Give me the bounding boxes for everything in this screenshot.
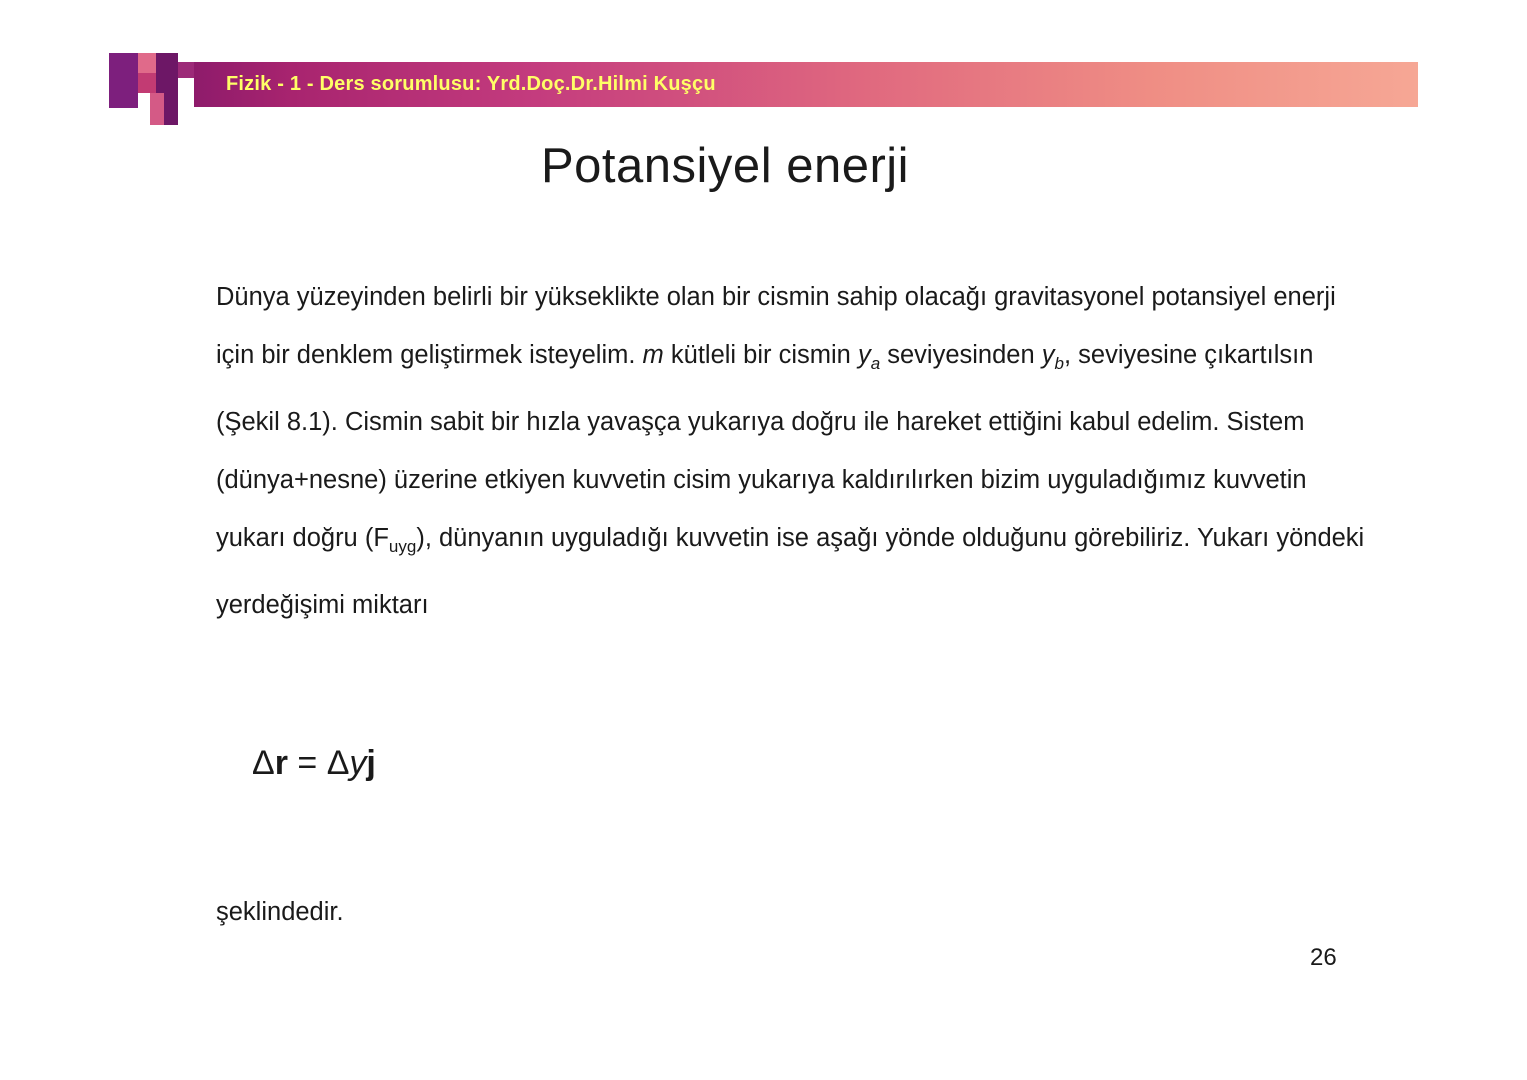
paragraph-segment-1: Dünya yüzeyinden belirli bir yükseklikte olan bir cismin sahip olacağı gravitasyonel potansiyel enerji için bir denklem geliştirmek isteyelim. <box>216 283 1336 369</box>
symbol-y-b: y <box>1041 341 1055 369</box>
formula-delta-1: Δ <box>252 744 275 782</box>
paragraph-segment-2: kütleli bir cismin <box>663 341 858 369</box>
decorative-square-6 <box>178 62 194 78</box>
paragraph-segment-5: ), dünyanın uyguladığı kuvvetin ise aşağı yönde olduğunu görebiliriz. Yukarı yöndeki yerdeğişimi miktarı <box>216 524 1365 620</box>
formula-unit-vector-j: j <box>366 744 376 782</box>
decorative-square-5 <box>150 93 164 125</box>
formula-displacement <box>252 744 376 783</box>
closing-text: şeklindedir. <box>216 898 344 926</box>
decorative-square-3 <box>138 73 156 93</box>
symbol-y-a-subscript: a <box>870 354 881 374</box>
formula-delta-2: Δ <box>326 744 350 782</box>
formula-equals: = <box>287 744 327 782</box>
paragraph-segment-4: , seviyesine çıkartılsın (Şekil 8.1). Cismin sabit bir hızla yavaşça yukarıya doğru ile hareket ettiğini kabul edelim. Sistem (dünya+nesne) üzerine etkiyen kuvvetin cisim yukarıya kaldırılırken bizim uyguladığımız kuvvetin yukarı doğru (F <box>216 341 1314 553</box>
paragraph-segment-3: seviyesinden <box>880 341 1042 369</box>
symbol-y-a: y <box>857 341 871 369</box>
decorative-square-2 <box>138 53 156 73</box>
formula-y: y <box>349 744 367 782</box>
header-title: Fizik - 1 - Ders sorumlusu: Yrd.Doç.Dr.Hilmi Kuşçu <box>226 73 716 95</box>
body-paragraph <box>216 268 1376 634</box>
symbol-y-b-subscript: b <box>1054 354 1064 374</box>
symbol-force-subscript: uyg <box>388 537 417 557</box>
symbol-mass: m <box>642 341 664 369</box>
page-title: Potansiyel enerji <box>541 139 910 193</box>
slide-header <box>0 0 1527 140</box>
page-number: 26 <box>1310 944 1337 971</box>
formula-vector-r: r <box>274 744 288 782</box>
decorative-square-1 <box>109 53 138 108</box>
